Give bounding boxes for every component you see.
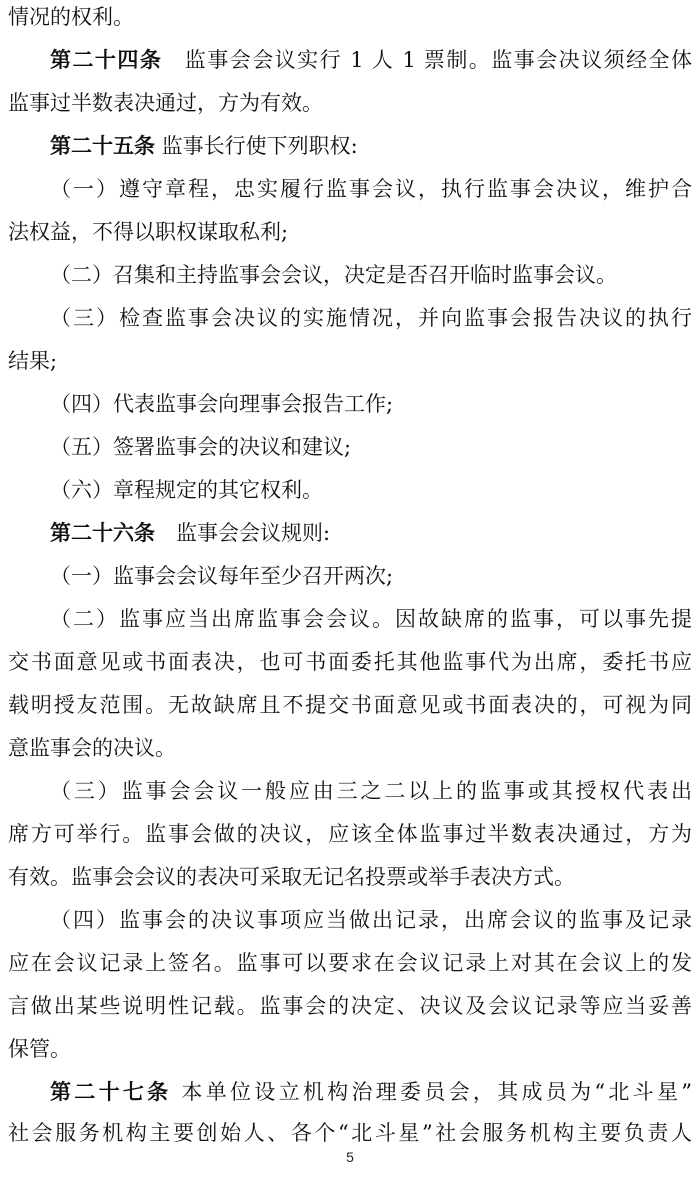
text-line bbox=[8, 1116, 692, 1150]
line-text: 保管。 bbox=[8, 1037, 71, 1061]
article-number: 第二十六条 bbox=[50, 521, 155, 545]
line-text: （三）监事会会议一般应由三之二以上的监事或其授权代表出 bbox=[50, 779, 692, 803]
line-text: 社会服务机构主要创始人、各个“北斗星”社会服务机构主要负责人 bbox=[8, 1121, 692, 1145]
line-text: 应在会议记录上签名。监事可以要求在会议记录上对其在会议上的发 bbox=[8, 951, 692, 975]
line-text: （四）监事会的决议事项应当做出记录，出席会议的监事及记录 bbox=[50, 908, 692, 932]
line-text: （一）遵守章程，忠实履行监事会议，执行监事会决议，维护合 bbox=[50, 177, 692, 201]
text-line bbox=[8, 731, 692, 765]
article-24-heading-line bbox=[8, 43, 692, 77]
line-text: 情况的权利。 bbox=[8, 5, 134, 29]
text-line bbox=[8, 430, 692, 464]
text-line bbox=[8, 344, 692, 378]
line-text: 本单位设立机构治理委员会，其成员为“北斗星” bbox=[171, 1080, 692, 1104]
article-25-heading-line bbox=[8, 129, 692, 163]
text-line bbox=[8, 860, 692, 894]
article-number: 第二十四条 bbox=[50, 48, 163, 72]
text-line bbox=[8, 602, 692, 636]
line-text: （六）章程规定的其它权利。 bbox=[50, 478, 323, 502]
text-line bbox=[8, 645, 692, 679]
line-text: 监事会会议规则: bbox=[155, 521, 331, 545]
line-text: （五）签署监事会的决议和建议; bbox=[50, 435, 352, 459]
text-line bbox=[8, 1032, 692, 1066]
text-line bbox=[8, 86, 692, 120]
article-number: 第二十七条 bbox=[50, 1080, 172, 1104]
text-line bbox=[8, 473, 692, 507]
text-line bbox=[8, 989, 692, 1023]
text-line bbox=[8, 817, 692, 851]
line-text: 监事过半数表决通过，方为有效。 bbox=[8, 91, 323, 115]
page-number: 5 bbox=[346, 1149, 354, 1165]
text-line bbox=[8, 0, 692, 34]
line-text: 有效。监事会会议的表决可采取无记名投票或举手表决方式。 bbox=[8, 865, 575, 889]
line-text: （一）监事会会议每年至少召开两次; bbox=[50, 564, 394, 588]
text-line bbox=[8, 387, 692, 421]
text-line bbox=[8, 559, 692, 593]
line-text: （二）召集和主持监事会会议，决定是否召开临时监事会议。 bbox=[50, 263, 617, 287]
text-line bbox=[8, 903, 692, 937]
article-number: 第二十五条 bbox=[50, 134, 155, 158]
text-line bbox=[8, 688, 692, 722]
line-text: （二）监事应当出席监事会会议。因故缺席的监事，可以事先提 bbox=[50, 607, 692, 631]
line-text: 结果; bbox=[8, 349, 58, 373]
text-line bbox=[8, 172, 692, 206]
text-line bbox=[8, 301, 692, 335]
article-27-heading-line bbox=[8, 1075, 692, 1109]
text-line bbox=[8, 215, 692, 249]
line-text: 载明授友范围。无故缺席且不提交书面意见或书面表决的，可视为同 bbox=[8, 693, 692, 717]
text-line bbox=[8, 258, 692, 292]
line-text: 意监事会的决议。 bbox=[8, 736, 176, 760]
line-text: 法权益，不得以职权谋取私利; bbox=[8, 220, 289, 244]
article-26-heading-line bbox=[8, 516, 692, 550]
text-line bbox=[8, 946, 692, 980]
line-text: 监事长行使下列职权: bbox=[155, 134, 358, 158]
line-text: （三）检查监事会决议的实施情况，并向监事会报告决议的执行 bbox=[50, 306, 692, 330]
line-text: 交书面意见或书面表决，也可书面委托其他监事代为出席，委托书应 bbox=[8, 650, 692, 674]
line-text: 监事会会议实行 1 人 1 票制。监事会决议须经全体 bbox=[162, 48, 693, 72]
text-line bbox=[8, 774, 692, 808]
line-text: （四）代表监事会向理事会报告工作; bbox=[50, 392, 394, 416]
line-text: 言做出某些说明性记载。监事会的决定、决议及会议记录等应当妥善 bbox=[8, 994, 692, 1018]
line-text: 席方可举行。监事会做的决议，应该全体监事过半数表决通过，方为 bbox=[8, 822, 692, 846]
